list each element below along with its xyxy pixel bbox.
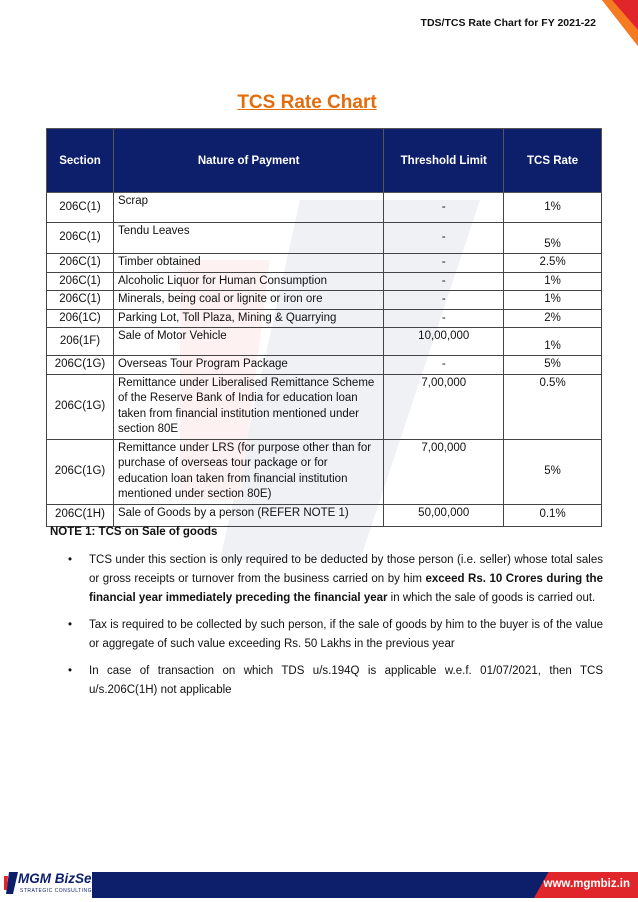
nature-cell: Parking Lot, Toll Plaza, Mining & Quarrying bbox=[113, 309, 383, 328]
rate-cell: 2% bbox=[504, 309, 602, 328]
nature-cell: Minerals, being coal or lignite or iron ore bbox=[113, 291, 383, 310]
table-row bbox=[47, 328, 602, 356]
section-cell: 206C(1H) bbox=[47, 504, 114, 526]
threshold-cell: - bbox=[384, 291, 504, 310]
note-bullet-list bbox=[66, 551, 603, 708]
rate-cell: 1% bbox=[504, 328, 602, 356]
nature-cell: Remittance under LRS (for purpose other than for purchase of overseas tour package or for education loan taken from financial institution mentioned under section 80E) bbox=[113, 439, 383, 504]
rate-cell: 2.5% bbox=[504, 254, 602, 273]
header-section: Section bbox=[47, 129, 114, 193]
logo-subtitle: STRATEGIC CONSULTING bbox=[20, 888, 93, 894]
threshold-cell: - bbox=[384, 223, 504, 254]
page-title: TCS Rate Chart bbox=[237, 92, 377, 113]
threshold-cell: - bbox=[384, 309, 504, 328]
bullet-icon: • bbox=[68, 619, 73, 631]
section-cell: 206(1C) bbox=[47, 309, 114, 328]
threshold-cell: 7,00,000 bbox=[384, 374, 504, 439]
bullet-text: In case of transaction on which TDS u/s.194Q is applicable w.e.f. 01/07/2021, then TCS u/s.206C(1H) not applicable bbox=[89, 665, 603, 696]
list-item bbox=[66, 662, 603, 700]
table-row bbox=[47, 504, 602, 526]
rate-cell: 1% bbox=[504, 291, 602, 310]
bullet-text-bold: exceed Rs. 10 Crores during the financial year immediately preceding the financial year bbox=[89, 573, 603, 604]
threshold-cell: 10,00,000 bbox=[384, 328, 504, 356]
bullet-text: Tax is required to be collected by such person, if the sale of goods by him to the buyer is of the value or aggregate of such value exceeding Rs. 50 Lakhs in the previous year bbox=[89, 619, 603, 650]
note-title: NOTE 1: TCS on Sale of goods bbox=[50, 526, 218, 538]
nature-cell: Sale of Goods by a person (REFER NOTE 1) bbox=[113, 504, 383, 526]
bullet-text-start: TCS under this section is only required to be deducted by those person (i.e. seller) whose total sales or gross receipts or turnover from the business carried on by him bbox=[89, 554, 603, 585]
corner-triangle-icon bbox=[598, 0, 638, 46]
header-nature-of-payment: Nature of Payment bbox=[113, 129, 383, 193]
page-footer bbox=[0, 866, 638, 902]
table-row bbox=[47, 439, 602, 504]
table-row bbox=[47, 291, 602, 310]
table-row bbox=[47, 309, 602, 328]
threshold-cell: - bbox=[384, 272, 504, 291]
threshold-cell: - bbox=[384, 193, 504, 223]
header-tcs-rate: TCS Rate bbox=[504, 129, 602, 193]
list-item bbox=[66, 551, 603, 608]
section-cell: 206C(1G) bbox=[47, 356, 114, 375]
section-cell: 206C(1) bbox=[47, 254, 114, 273]
section-cell: 206C(1G) bbox=[47, 374, 114, 439]
threshold-cell: 50,00,000 bbox=[384, 504, 504, 526]
section-cell: 206C(1) bbox=[47, 272, 114, 291]
rate-cell: 5% bbox=[504, 439, 602, 504]
table-row bbox=[47, 223, 602, 254]
nature-cell: Timber obtained bbox=[113, 254, 383, 273]
tcs-rate-table bbox=[46, 128, 602, 527]
threshold-cell: 7,00,000 bbox=[384, 439, 504, 504]
nature-cell: Sale of Motor Vehicle bbox=[113, 328, 383, 356]
section-cell: 206C(1) bbox=[47, 291, 114, 310]
section-cell: 206C(1) bbox=[47, 223, 114, 254]
threshold-cell: - bbox=[384, 254, 504, 273]
logo-text: MGM BizServ bbox=[18, 871, 105, 886]
header-threshold-limit: Threshold Limit bbox=[384, 129, 504, 193]
document-header-title: TDS/TCS Rate Chart for FY 2021-22 bbox=[420, 17, 596, 29]
rate-cell: 1% bbox=[504, 272, 602, 291]
table-header-row bbox=[47, 129, 602, 193]
table-row bbox=[47, 374, 602, 439]
section-cell: 206C(1G) bbox=[47, 439, 114, 504]
table-row bbox=[47, 272, 602, 291]
footer-website-link[interactable]: www.mgmbiz.in bbox=[543, 878, 630, 890]
company-logo bbox=[4, 870, 105, 898]
rate-cell: 1% bbox=[504, 193, 602, 223]
rate-cell: 5% bbox=[504, 223, 602, 254]
nature-cell: Alcoholic Liquor for Human Consumption bbox=[113, 272, 383, 291]
bullet-text-end: in which the sale of goods is carried out. bbox=[387, 592, 596, 604]
rate-cell: 0.1% bbox=[504, 504, 602, 526]
rate-cell: 0.5% bbox=[504, 374, 602, 439]
nature-cell: Overseas Tour Program Package bbox=[113, 356, 383, 375]
table-row bbox=[47, 193, 602, 223]
list-item bbox=[66, 616, 603, 654]
nature-cell: Scrap bbox=[113, 193, 383, 223]
section-cell: 206(1F) bbox=[47, 328, 114, 356]
nature-cell: Remittance under Liberalised Remittance Scheme of the Reserve Bank of India for education loan taken from financial institution mentioned under section 80E bbox=[113, 374, 383, 439]
section-cell: 206C(1) bbox=[47, 193, 114, 223]
table-row bbox=[47, 254, 602, 273]
rate-cell: 5% bbox=[504, 356, 602, 375]
nature-cell: Tendu Leaves bbox=[113, 223, 383, 254]
bullet-icon: • bbox=[68, 665, 73, 677]
logo-mark-icon bbox=[4, 872, 18, 894]
threshold-cell: - bbox=[384, 356, 504, 375]
bullet-icon: • bbox=[68, 554, 73, 566]
table-row bbox=[47, 356, 602, 375]
